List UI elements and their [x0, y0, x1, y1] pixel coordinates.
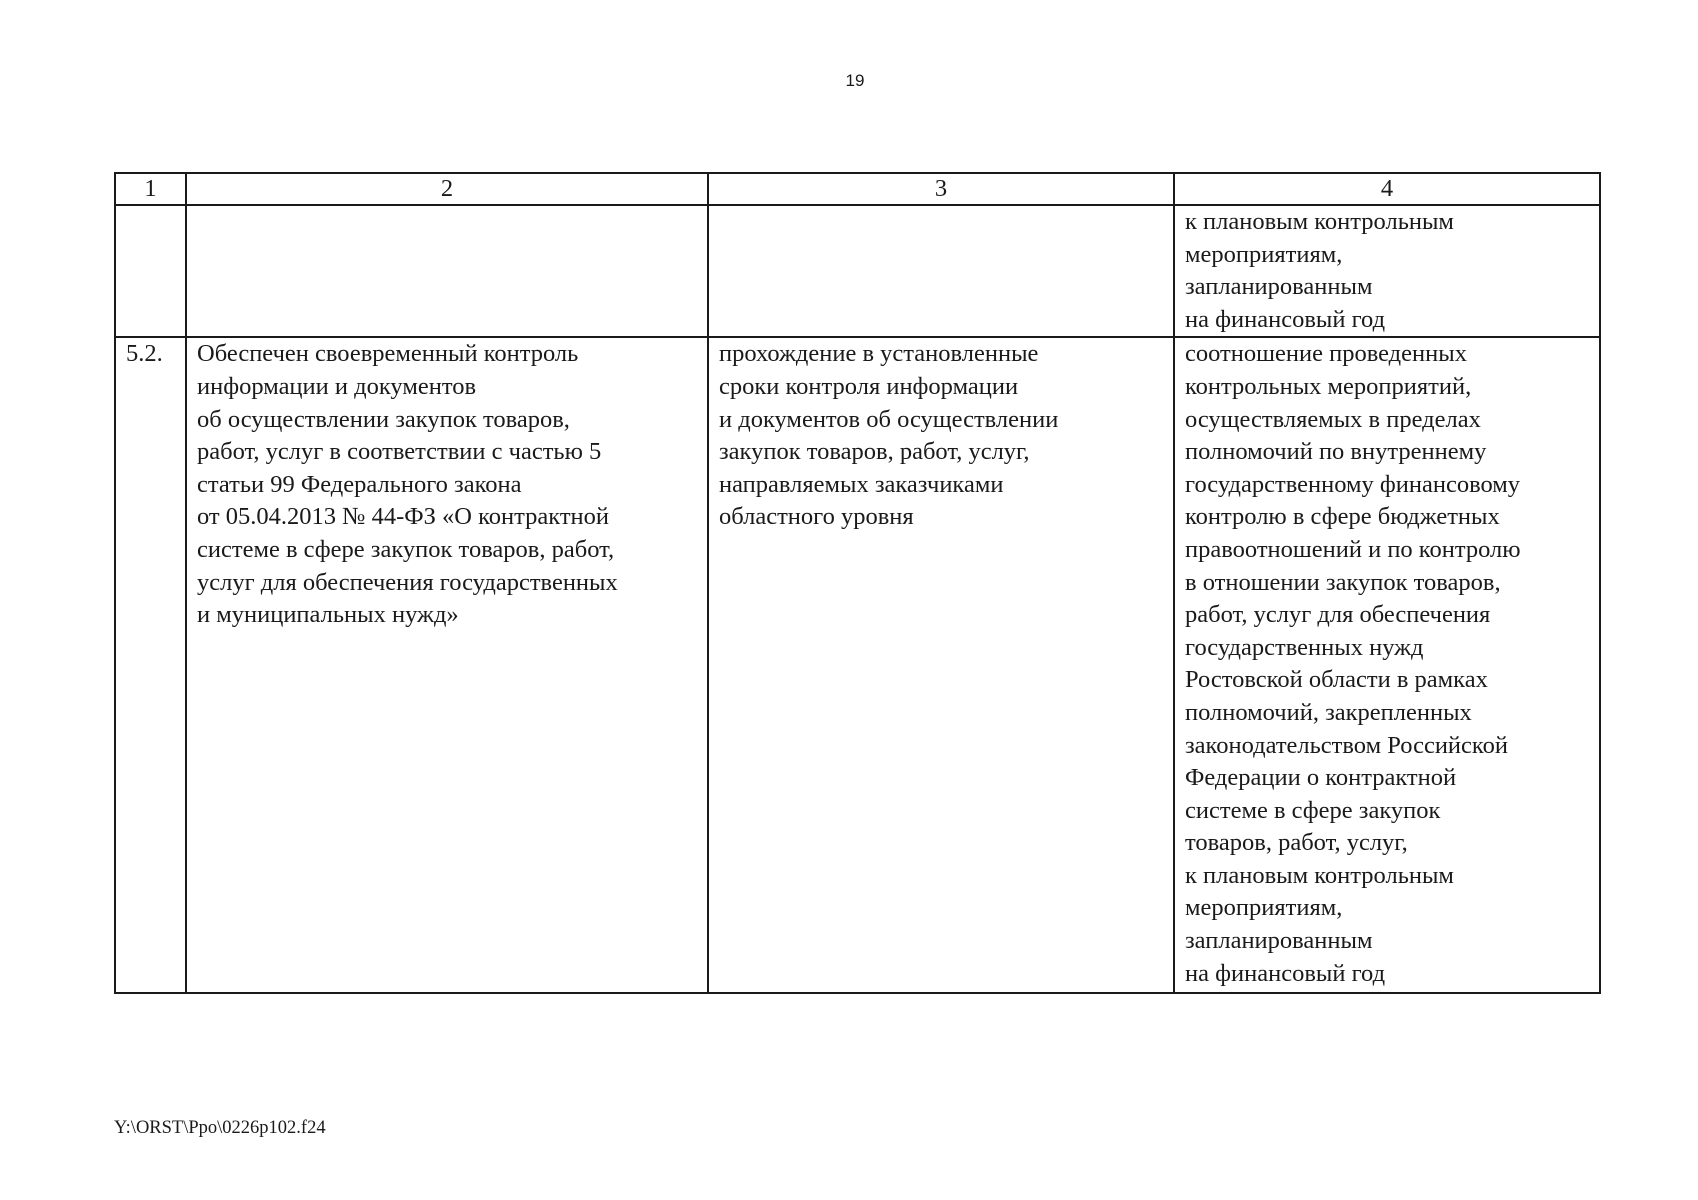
table-row: [115, 205, 1600, 337]
indicator-cell: [708, 205, 1174, 337]
calculation-cell: к плановым контрольным мероприятиям, запланированным на финансовый год: [1174, 205, 1600, 337]
header-cell-col1: 1: [115, 173, 186, 205]
result-cell: Обеспечен своевременный контроль информации и документов об осуществлении закупок товаров, работ, услуг в соответствии с частью 5 статьи 99 Федерального закона от 05.04.2013 № 44-ФЗ «О контрактной системе в сфере закупок товаров, работ, услуг для обеспечения государственных и муниципальных нужд»: [186, 337, 708, 993]
document-table: [114, 172, 1601, 994]
indicator-cell: прохождение в установленные сроки контроля информации и документов об осуществлении закупок товаров, работ, услуг, направляемых заказчиками областного уровня: [708, 337, 1174, 993]
page-number: 19: [845, 71, 865, 90]
result-cell: [186, 205, 708, 337]
calculation-cell: соотношение проведенных контрольных мероприятий, осуществляемых в пределах полномочий по внутреннему государственному финансовому контролю в сфере бюджетных правоотношений и по контролю в отношении закупок товаров, работ, услуг для обеспечения государственных нужд Ростовской области в рамках полномочий, закрепленных законодательством Российской Федерации о контрактной системе в сфере закупок товаров, работ, услуг, к плановым контрольным мероприятиям, запланированным на финансовый год: [1174, 337, 1600, 993]
header-cell-col3: 3: [708, 173, 1174, 205]
table-row: [115, 337, 1600, 993]
row-number-cell: [115, 205, 186, 337]
footer-file-path: Y:\ORST\Ppo\0226p102.f24: [114, 1118, 326, 1138]
row-number-cell: 5.2.: [115, 337, 186, 993]
header-cell-col4: 4: [1174, 173, 1600, 205]
header-cell-col2: 2: [186, 173, 708, 205]
table-header-row: [115, 173, 1600, 205]
